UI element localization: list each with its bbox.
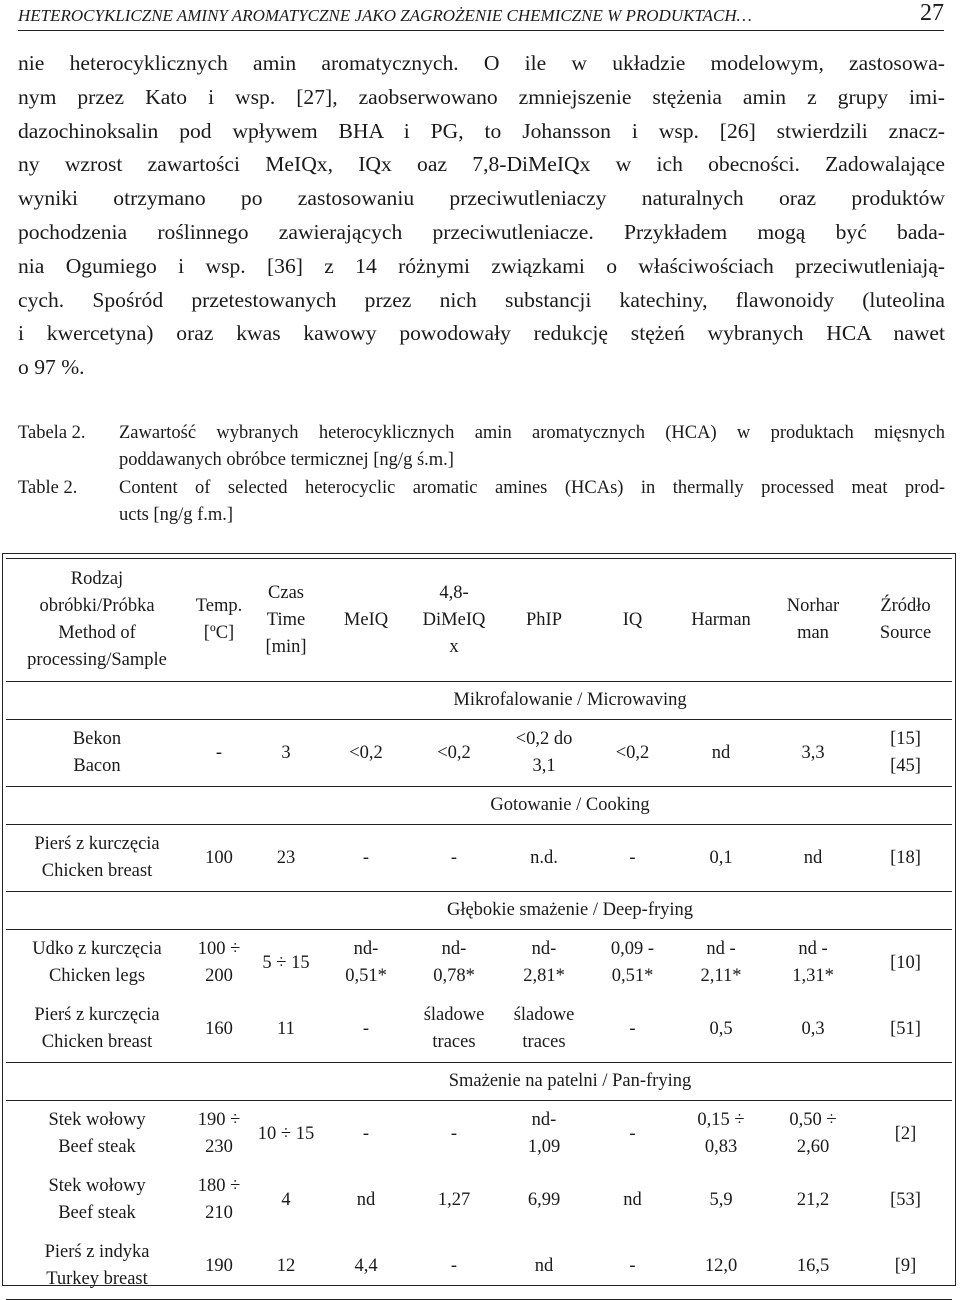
section-row-deepfrying (6, 892, 952, 930)
section-row-panfrying (6, 1063, 952, 1101)
cell-sample: Pierś z kurczęcia Chicken breast (6, 996, 188, 1063)
running-title: HETEROCYKLICZNE AMINY AROMATYCZNE JAKO ZAGROŻENIE CHEMICZNE W PRODUKTACH… (18, 6, 752, 25)
table-row (6, 1233, 952, 1300)
cell-dimeiqx: <0,2 (410, 720, 498, 787)
page-number: 27 (920, 0, 944, 26)
cell-meiq: - (362, 1123, 370, 1144)
paragraph-line: pochodzenia roślinnego zawierających przeciwutleniacze. Przykładem mogą być bada- (18, 219, 945, 244)
hca-table (6, 558, 952, 1300)
cell-meiq: - (322, 825, 410, 892)
cell-time: 10 ÷ 15 (257, 1123, 315, 1144)
cell-dimeiqx: - (450, 1123, 458, 1144)
caption-label: Tabela 2. (18, 423, 86, 443)
cell-harman: 0,5 (675, 996, 767, 1063)
cell-norharman: 0,50 ÷ 2,60 (789, 1110, 837, 1157)
cell-phip: nd- 1,09 (527, 1110, 561, 1157)
cell-time: 4 (281, 1189, 291, 1210)
cell-norharman: 16,5 (767, 1233, 859, 1300)
cell-time: 11 (250, 996, 322, 1063)
cell-iq: nd (623, 1189, 642, 1210)
cell-source: [2] (894, 1123, 917, 1144)
caption-line: ucts [ng/g f.m.] (119, 505, 234, 525)
cell-meiq: nd (356, 1189, 376, 1210)
cell-source: [18] (859, 825, 952, 892)
cell-sample: Pierś z kurczęcia Chicken breast (6, 825, 188, 892)
cell-norharman: nd - 1,31* (792, 939, 834, 986)
paragraph-line: dazochinoksalin pod wpływem BHA i PG, to Johansson i wsp. [26] stwierdzili znacz- (18, 118, 945, 143)
cell-phip: n.d. (498, 825, 590, 892)
col-header-source: Źródło Source (859, 559, 952, 682)
col-header-method: Rodzaj obróbki/Próbka Method of processing/Sample (6, 559, 188, 682)
cell-harman: 5,9 (709, 1189, 733, 1210)
cell-dimeiqx: nd- 0,78* (433, 939, 475, 986)
cell-iq: <0,2 (590, 720, 675, 787)
paragraph-line: cych. Spośród przetestowanych przez nich substancji katechiny, flawonoidy (luteolina (18, 287, 945, 312)
cell-source: [10] (890, 952, 921, 973)
table-row (6, 825, 952, 892)
table-row (6, 1167, 952, 1233)
col-header-norharman: Norhar man (767, 559, 859, 682)
table-header-row (6, 559, 952, 682)
cell-dimeiqx: śladowe traces (410, 996, 498, 1063)
cell-iq: 0,09 - 0,51* (610, 939, 655, 986)
col-header-dimeiqx: 4,8- DiMeIQ x (410, 559, 498, 682)
cell-meiq: nd- 0,51* (345, 939, 387, 986)
cell-sample: Pierś z indyka Turkey breast (6, 1233, 188, 1300)
table-row (6, 930, 952, 997)
section-row-cooking (6, 787, 952, 825)
col-header-iq: IQ (590, 559, 675, 682)
table-row (6, 996, 952, 1063)
cell-source: [51] (859, 996, 952, 1063)
table-row (6, 720, 952, 787)
cell-meiq: 4,4 (322, 1233, 410, 1300)
cell-dimeiqx: - (410, 825, 498, 892)
cell-sample: Stek wołowy Beef steak (48, 1110, 146, 1157)
paragraph-line: nym przez Kato i wsp. [27], zaobserwowano zmniejszenie stężenia amin z grupy imi- (18, 84, 945, 109)
cell-sample: Udko z kurczęcia Chicken legs (32, 939, 162, 986)
running-header (18, 0, 944, 31)
cell-source: [9] (859, 1233, 952, 1300)
col-header-time: Czas Time [min] (250, 559, 322, 682)
col-header-harman: Harman (675, 559, 767, 682)
cell-phip: <0,2 do 3,1 (498, 720, 590, 787)
col-header-meiq: MeIQ (322, 559, 410, 682)
cell-temp: - (188, 720, 250, 787)
paragraph-line: i kwercetyna) oraz kwas kawowy powodowały redukcję stężeń wybranych HCA nawet (18, 321, 945, 346)
cell-harman: nd - 2,11* (700, 939, 742, 986)
cell-iq: - (590, 825, 675, 892)
col-header-phip: PhIP (498, 559, 590, 682)
cell-norharman: 3,3 (767, 720, 859, 787)
cell-sample: Bekon Bacon (6, 720, 188, 787)
caption-label: Table 2. (18, 478, 78, 498)
cell-source: [53] (890, 1189, 921, 1210)
cell-phip: nd- 2,81* (523, 939, 565, 986)
cell-phip: 6,99 (527, 1189, 561, 1210)
cell-norharman: nd (767, 825, 859, 892)
paragraph-line: wyniki otrzymano po zastosowaniu przeciwutleniaczy naturalnych oraz produktów (18, 186, 945, 211)
cell-phip: śladowe traces (498, 996, 590, 1063)
cell-iq: - (590, 1233, 675, 1300)
paragraph-line: o 97 %. (18, 355, 85, 380)
cell-harman: nd (675, 720, 767, 787)
cell-dimeiqx: - (410, 1233, 498, 1300)
cell-norharman: 0,3 (767, 996, 859, 1063)
cell-time: 3 (250, 720, 322, 787)
cell-temp: 160 (188, 996, 250, 1063)
cell-meiq: <0,2 (322, 720, 410, 787)
cell-temp: 100 (188, 825, 250, 892)
cell-meiq: - (322, 996, 410, 1063)
paragraph-line: ny wzrost zawartości MeIQx, IQx oaz 7,8-DiMeIQx w ich obecności. Zadowalające (18, 152, 945, 177)
section-label: Gotowanie / Cooking (188, 787, 952, 825)
cell-time: 23 (250, 825, 322, 892)
cell-dimeiqx: 1,27 (437, 1189, 471, 1210)
paragraph-line: nia Ogumiego i wsp. [36] z 14 różnymi związkami o właściwościach przeciwutleniają- (18, 253, 945, 278)
cell-iq: - (590, 996, 675, 1063)
table-row (6, 1101, 952, 1168)
section-row-microwaving (6, 682, 952, 720)
cell-norharman: 21,2 (796, 1189, 830, 1210)
cell-temp: 190 (188, 1233, 250, 1300)
caption-line: Zawartość wybranych heterocyklicznych amin aromatycznych (HCA) w produktach mięsnych (119, 423, 945, 443)
cell-temp: 100 ÷ 200 (197, 939, 241, 986)
cell-harman: 12,0 (675, 1233, 767, 1300)
cell-phip: nd (498, 1233, 590, 1300)
caption-line: poddawanych obróbce termicznej [ng/g ś.m.] (119, 450, 454, 470)
paragraph-line: nie heterocyklicznych amin aromatycznych. O ile w układzie modelowym, zastosowa- (18, 51, 945, 75)
caption-line: Content of selected heterocyclic aromatic amines (HCAs) in thermally processed meat prod- (119, 478, 945, 498)
section-label: Głębokie smażenie / Deep-frying (188, 892, 952, 930)
col-header-temp: Temp. [ºC] (188, 559, 250, 682)
body-paragraph (18, 47, 945, 385)
section-label: Smażenie na patelni / Pan-frying (188, 1063, 952, 1101)
cell-iq: - (629, 1123, 636, 1144)
cell-harman: 0,1 (675, 825, 767, 892)
cell-temp: 180 ÷ 210 (197, 1176, 241, 1223)
cell-sample: Stek wołowy Beef steak (48, 1176, 146, 1223)
cell-temp: 190 ÷ 230 (197, 1110, 241, 1157)
cell-source: [15] [45] (859, 720, 952, 787)
cell-harman: 0,15 ÷ 0,83 (697, 1110, 745, 1157)
cell-time: 12 (250, 1233, 322, 1300)
cell-time: 5 ÷ 15 (262, 952, 310, 973)
section-label: Mikrofalowanie / Microwaving (188, 682, 952, 720)
